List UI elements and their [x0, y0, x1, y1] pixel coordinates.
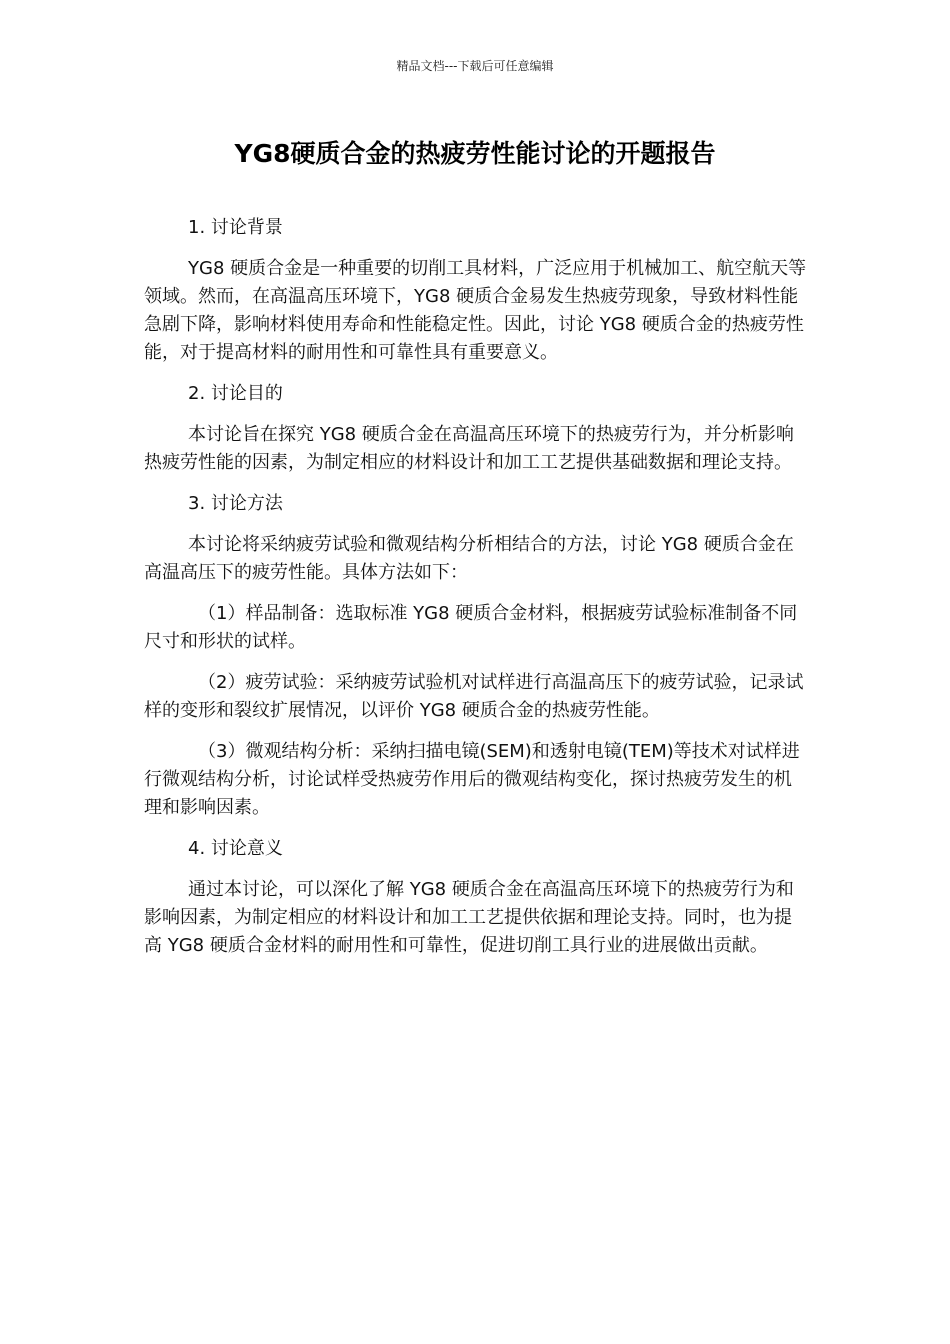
method-item-fatigue-test: （2）疲劳试验：采纳疲劳试验机对试样进行高温高压下的疲劳试验，记录试样的变形和裂纹扩展情况，以评价 YG8 硬质合金的热疲劳性能。 [144, 672, 804, 721]
section-heading-background: 1. 讨论背景 [188, 217, 283, 238]
method-item-sample-preparation: （1）样品制备：选取标准 YG8 硬质合金材料，根据疲劳试验标准制备不同尺寸和形状的试样。 [144, 603, 798, 652]
section-heading-purpose: 2. 讨论目的 [188, 383, 283, 404]
section-paragraph-method: 本讨论将采纳疲劳试验和微观结构分析相结合的方法，讨论 YG8 硬质合金在高温高压下的疲劳性能。具体方法如下： [144, 534, 794, 583]
section-heading-significance: 4. 讨论意义 [188, 838, 283, 859]
page-header: 精品文档---下载后可任意编辑 [396, 59, 554, 73]
section-paragraph-background: YG8 硬质合金是一种重要的切削工具材料，广泛应用于机械加工、航空航天等领域。然而，在高温高压环境下，YG8 硬质合金易发生热疲劳现象，导致材料性能急剧下降，影响材料使用寿命和性能稳定性。因此，讨论 YG8 硬质合金的热疲劳性能，对于提高材料的耐用性和可靠性具有重要意义。 [144, 258, 807, 363]
section-heading-method: 3. 讨论方法 [188, 493, 283, 514]
section-paragraph-significance: 通过本讨论，可以深化了解 YG8 硬质合金在高温高压环境下的热疲劳行为和影响因素，为制定相应的材料设计和加工工艺提供依据和理论支持。同时，也为提高 YG8 硬质合金材料的耐用性和可靠性，促进切削工具行业的进展做出贡献。 [144, 879, 794, 956]
method-item-microstructure-analysis: （3）微观结构分析：采纳扫描电镜(SEM)和透射电镜(TEM)等技术对试样进行微观结构分析，讨论试样受热疲劳作用后的微观结构变化，探讨热疲劳发生的机理和影响因素。 [144, 741, 800, 818]
section-paragraph-purpose: 本讨论旨在探究 YG8 硬质合金在高温高压环境下的热疲劳行为，并分析影响热疲劳性能的因素，为制定相应的材料设计和加工工艺提供基础数据和理论支持。 [144, 424, 794, 473]
document-body [144, 214, 809, 960]
document-title: YG8硬质合金的热疲劳性能讨论的开题报告 [234, 139, 716, 168]
